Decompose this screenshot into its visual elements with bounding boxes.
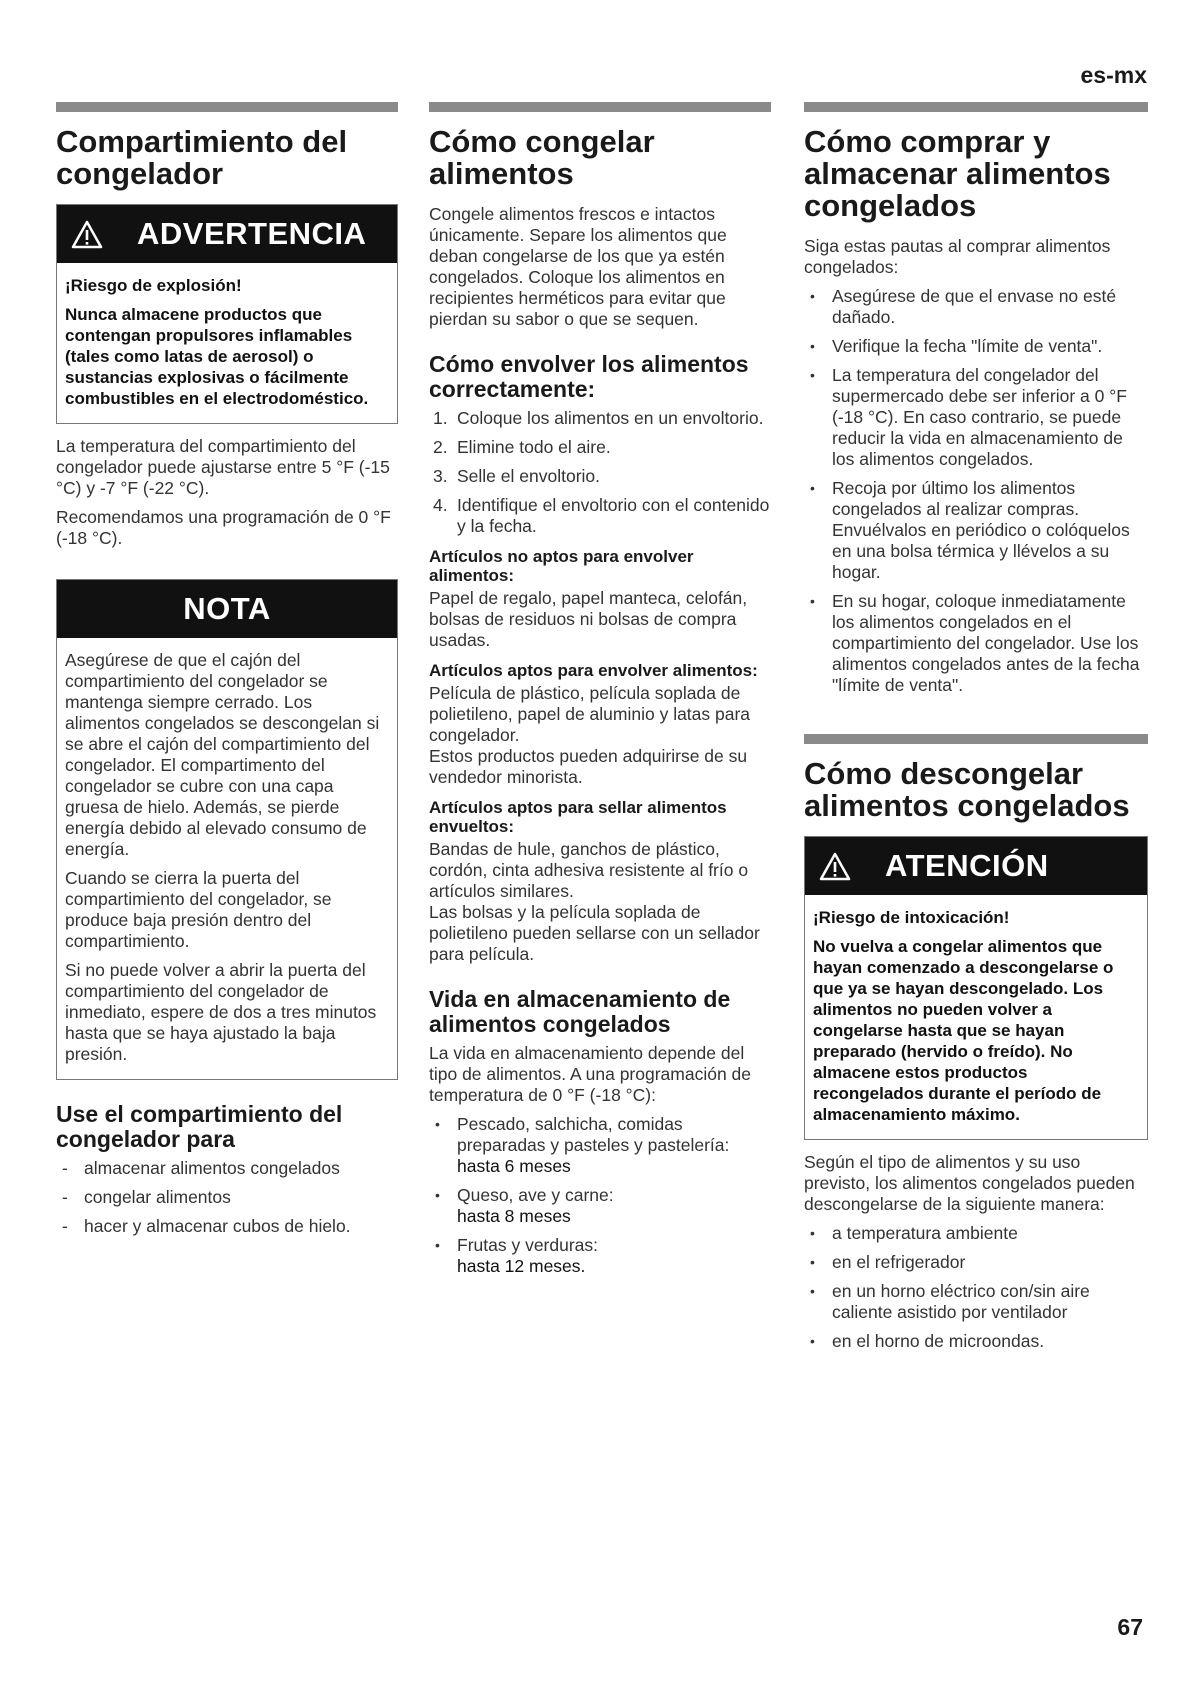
list-item: • en el horno de microondas. — [810, 1331, 1045, 1351]
subsection-title-use-compartment: Use el compartimiento del congelador para — [56, 1101, 343, 1152]
paragraph-suitable-retailer: Estos productos pueden adquirirse de su vendedor minorista. — [429, 746, 748, 787]
subsection-title-storage-life: Vida en almacenamiento de alimentos congelados — [429, 986, 731, 1037]
list-item: • a temperatura ambiente — [810, 1223, 1018, 1243]
section-rule — [804, 734, 1148, 744]
note-box — [56, 579, 398, 1080]
list-item: • Queso, ave y carne: hasta 8 meses — [435, 1185, 614, 1226]
list-item: • Verifique la fecha "límite de venta". — [810, 336, 1103, 356]
list-item: • Recoja por último los alimentos congelados al realizar compras. Envuélvalos en periódico o colóquelos en una bolsa térmica y llévelos a su hogar. — [810, 478, 1130, 582]
caution-box — [804, 836, 1148, 1140]
subsection-title-wrap: Cómo envolver los alimentos correctamente: — [429, 351, 749, 402]
paragraph-temperature-range: La temperatura del compartimiento del congelador puede ajustarse entre 5 °F (-15 °C) y -7 °F (-22 °C). — [56, 436, 390, 498]
column-buy-and-thaw — [804, 102, 1148, 1360]
list-item: • en un horno eléctrico con/sin aire caliente asistido por ventilador — [810, 1281, 1090, 1322]
caution-label: ATENCIÓN — [885, 848, 1049, 883]
warning-label: ADVERTENCIA — [137, 216, 367, 251]
thaw-methods-list — [804, 1223, 1148, 1352]
list-item: • Asegúrese de que el envase no esté dañado. — [810, 286, 1117, 327]
storage-life-list — [429, 1114, 771, 1277]
note-paragraph: Asegúrese de que el cajón del compartimiento del congelador se mantenga siempre cerrado. Los alimentos congelados se descongelan si se abre el cajón del compartimiento del congelador. El compartimento del congelador se cubre con una capa gruesa de hielo. Además, se pierde energía debido al elevado consumo de energía. — [65, 650, 380, 859]
paragraph-storage-life-intro: La vida en almacenamiento depende del tipo de alimentos. A una programación de temperatura de 0 °F (-18 °C): — [429, 1043, 752, 1105]
use-list — [56, 1158, 398, 1237]
list-item: • En su hogar, coloque inmediatamente los alimentos congelados en el compartimiento del congelador. Use los alimentos congelados antes de la fecha "límite de venta". — [810, 591, 1140, 695]
section-rule — [804, 102, 1148, 112]
warning-triangle-icon — [819, 852, 851, 881]
section-title-freezer-compartment: Compartimiento del congelador — [56, 124, 348, 191]
wrap-steps-list — [429, 408, 771, 537]
section-rule — [56, 102, 398, 112]
list-item: 2. Elimine todo el aire. — [433, 437, 611, 457]
warning-text: Nunca almacene productos que contengan propulsores inflamables (tales como latas de aerosol) o sustancias explosivas o fácilmente combustibles en el electrodoméstico. — [65, 305, 369, 408]
page-number: 67 — [1117, 1614, 1143, 1640]
caution-text: No vuelva a congelar alimentos que hayan comenzado a descongelarse o que ya se hayan descongelado. Los alimentos no pueden volver a congelarse hasta que se hayan preparado (hervido o freído). No almacene estos productos recongelados durante el período de almacenamiento máximo. — [813, 937, 1114, 1124]
list-item: • Frutas y verduras: hasta 12 meses. — [435, 1235, 599, 1276]
list-item: 1. Coloque los alimentos en un envoltorio. — [433, 408, 764, 428]
section-title-thaw: Cómo descongelar alimentos congelados — [804, 756, 1130, 823]
warning-header — [57, 205, 397, 263]
paragraph-seal: Bandas de hule, ganchos de plástico, cordón, cinta adhesiva resistente al frío o artículos similares. — [429, 839, 749, 901]
paragraph-not-suitable: Papel de regalo, papel manteca, celofán, bolsas de residuos ni bolsas de compra usadas. — [429, 588, 748, 650]
caution-risk: ¡Riesgo de intoxicación! — [813, 908, 1010, 927]
note-label: NOTA — [183, 591, 271, 626]
paragraph-seal-bags: Las bolsas y la película soplada de polietileno pueden sellarse con un sellador para película. — [429, 902, 760, 964]
paragraph-thaw-intro: Según el tipo de alimentos y su uso previsto, los alimentos congelados pueden descongelarse de la siguiente manera: — [804, 1152, 1135, 1214]
warning-box — [56, 204, 398, 424]
section-rule — [429, 102, 771, 112]
paragraph-recommended-setting: Recomendamos una programación de 0 °F (-18 °C). — [56, 507, 391, 548]
note-paragraph: Cuando se cierra la puerta del compartimiento del congelador, se produce baja presión dentro del compartimiento. — [65, 868, 332, 951]
warning-risk: ¡Riesgo de explosión! — [65, 276, 242, 295]
note-paragraph: Si no puede volver a abrir la puerta del compartimiento del congelador de inmediato, espere de dos a tres minutos hasta que se haya ajustado la baja presión. — [65, 960, 377, 1064]
heading-seal: Artículos aptos para sellar alimentos envueltos: — [429, 798, 727, 836]
warning-triangle-icon — [71, 220, 103, 249]
heading-suitable: Artículos aptos para envolver alimentos: — [429, 661, 758, 680]
list-item: • Pescado, salchicha, comidas preparadas y pasteles y pastelería: hasta 6 meses — [435, 1114, 730, 1176]
list-item: 4. Identifique el envoltorio con el contenido y la fecha. — [433, 495, 770, 536]
list-item: - hacer y almacenar cubos de hielo. — [62, 1216, 351, 1236]
list-item: • en el refrigerador — [810, 1252, 966, 1272]
list-item: - almacenar alimentos congelados — [62, 1158, 340, 1178]
section-title-buy-store: Cómo comprar y almacenar alimentos congelados — [804, 124, 1111, 223]
column-freezer-compartment — [56, 102, 398, 1245]
list-item: 3. Selle el envoltorio. — [433, 466, 600, 486]
paragraph-intro: Congele alimentos frescos e intactos únicamente. Separe los alimentos que deban congelarse de los que ya estén congelados. Coloque los alimentos en recipientes herméticos para evitar que pierdan su sabor o que se sequen. — [429, 204, 727, 329]
buy-guidelines-list — [804, 286, 1148, 696]
list-item: • La temperatura del congelador del supermercado debe ser inferior a 0 °F (-18 °C). En caso contrario, se puede reducir la vida en almacenamiento de los alimentos congelados. — [810, 365, 1127, 469]
note-header — [57, 580, 397, 638]
section-title-how-to-freeze: Cómo congelar alimentos — [429, 124, 655, 191]
column-how-to-freeze — [429, 102, 771, 1285]
caution-header — [805, 837, 1147, 895]
paragraph-buy-intro: Siga estas pautas al comprar alimentos congelados: — [804, 236, 1111, 277]
paragraph-suitable: Película de plástico, película soplada de polietileno, papel de aluminio y latas para congelador. — [429, 683, 751, 745]
list-item: - congelar alimentos — [62, 1187, 231, 1207]
language-code: es-mx — [1080, 62, 1147, 88]
heading-not-suitable: Artículos no aptos para envolver alimentos: — [429, 547, 694, 585]
